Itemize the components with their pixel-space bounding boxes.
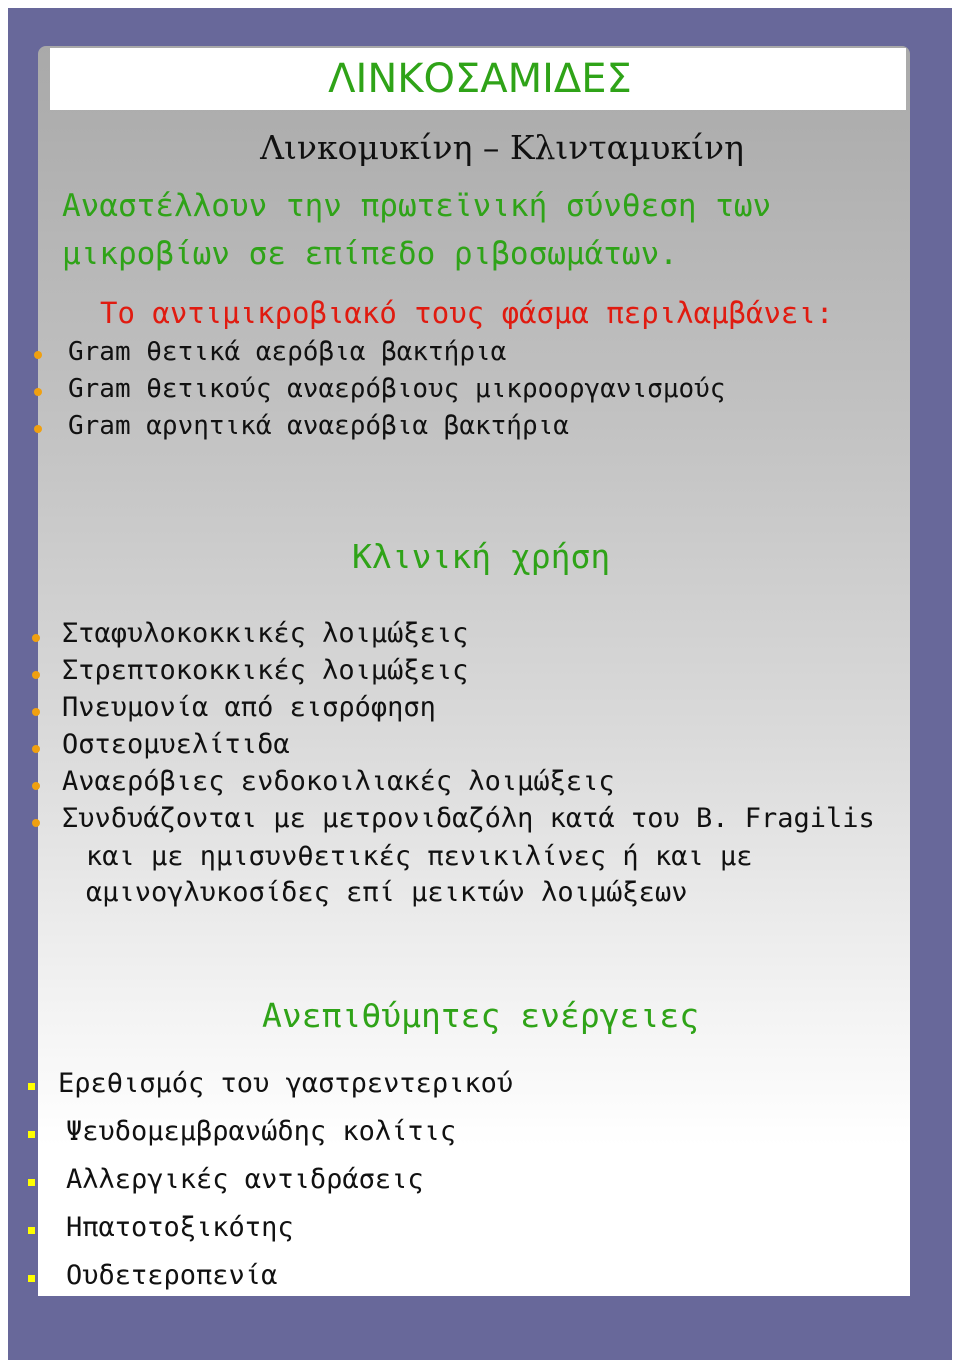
bullet-icon: [34, 388, 42, 396]
bullet-icon: [28, 1179, 35, 1186]
clinical-item: Οστεομυελίτιδα: [62, 729, 290, 760]
bullet-icon: [32, 634, 40, 642]
adverse-item: Ουδετεροπενία: [66, 1260, 278, 1291]
intro-line-2: μικροβίων σε επίπεδο ριβοσωμάτων.: [62, 236, 678, 272]
bullet-icon: [32, 708, 40, 716]
bullet-icon: [32, 671, 40, 679]
clinical-heading: Κλινική χρήση: [352, 537, 611, 576]
bullet-icon: [32, 819, 40, 827]
clinical-item: Πνευμονία από εισρόφηση: [62, 692, 436, 723]
spectrum-item: Gram θετικά αερόβια βακτήρια: [68, 337, 507, 367]
bullet-icon: [28, 1275, 35, 1282]
spectrum-item: Gram θετικούς αναερόβιους μικροοργανισμούς: [68, 374, 726, 404]
adverse-heading: Ανεπιθύμητες ενέργειες: [262, 996, 700, 1035]
bullet-icon: [28, 1083, 35, 1090]
clinical-item: Σταφυλοκοκκικές λοιμώξεις: [62, 618, 469, 649]
adverse-item: Ψευδομεμβρανώδης κολίτις: [66, 1116, 457, 1147]
adverse-item: Ερεθισμός του γαστρεντερικού: [58, 1068, 514, 1099]
spectrum-heading: Το αντιμικροβιακό τους φάσμα περιλαμβάνει:: [100, 296, 834, 330]
bullet-icon: [28, 1227, 35, 1234]
spectrum-item: Gram αρνητικά αναερόβια βακτήρια: [68, 411, 569, 441]
clinical-continuation: αμινογλυκοσίδες επί μεικτών λοιμώξεων: [86, 877, 688, 908]
clinical-item: Στρεπτοκοκκικές λοιμώξεις: [62, 655, 469, 686]
bullet-icon: [34, 425, 42, 433]
bullet-icon: [34, 351, 42, 359]
clinical-item: Συνδυάζονται με μετρονιδαζόλη κατά του B. Fragilis: [62, 803, 875, 834]
adverse-item: Ηπατοτοξικότης: [66, 1212, 294, 1243]
bullet-icon: [32, 745, 40, 753]
page-subtitle: Λινκομυκίνη – Κλινταμυκίνη: [260, 128, 744, 167]
bullet-icon: [32, 782, 40, 790]
adverse-item: Αλλεργικές αντιδράσεις: [66, 1164, 424, 1195]
clinical-continuation: και με ημισυνθετικές πενικιλίνες ή και με: [86, 841, 753, 872]
bullet-icon: [28, 1131, 35, 1138]
intro-line-1: Αναστέλλουν την πρωτεϊνική σύνθεση των: [62, 188, 772, 224]
clinical-item: Αναερόβιες ενδοκοιλιακές λοιμώξεις: [62, 766, 615, 797]
page-title: ΛΙΝΚΟΣΑΜΙΔΕΣ: [328, 56, 632, 102]
